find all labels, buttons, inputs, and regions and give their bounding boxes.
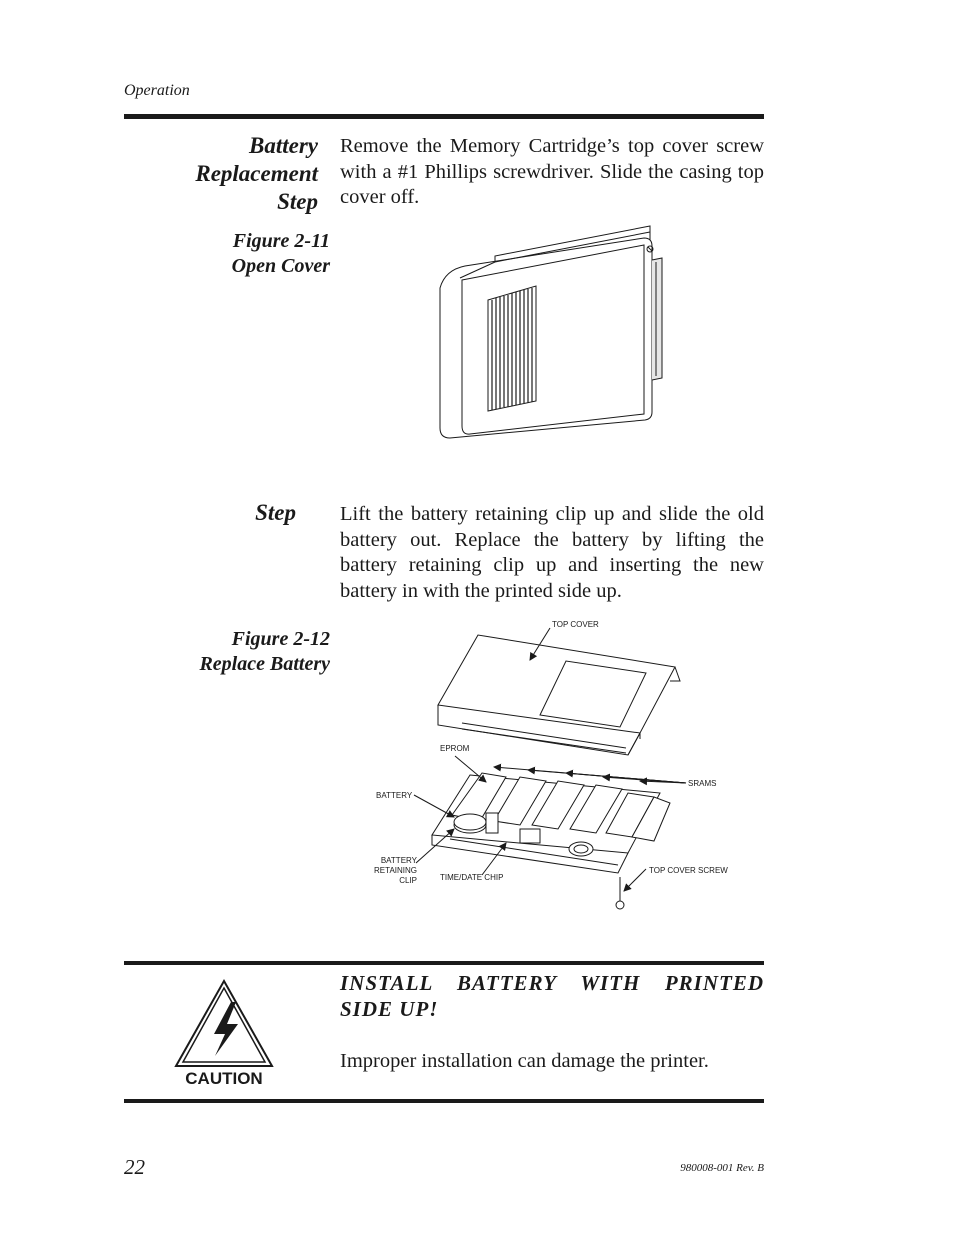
label-time-date-chip: TIME/DATE CHIP xyxy=(440,873,504,882)
caption-line: Replace Battery xyxy=(199,653,330,675)
label-clip-line: CLIP xyxy=(399,876,417,885)
page-number: 22 xyxy=(124,1155,145,1179)
section-body-remove-cover: Remove the Memory Cartridge’s top cover screw with a #1 Phillips screwdriver. Slide the casing top cover off. xyxy=(340,135,764,208)
label-eprom: EPROM xyxy=(440,744,470,753)
section-heading-step: Step xyxy=(255,500,296,525)
caption-line: Open Cover xyxy=(231,255,330,277)
label-top-cover-screw: TOP COVER SCREW xyxy=(649,866,728,875)
caution-rule-top xyxy=(124,961,764,965)
document-number: 980008-001 Rev. B xyxy=(680,1162,764,1174)
heading-line: Replacement xyxy=(195,161,318,186)
heading-line: Step xyxy=(277,189,318,214)
label-srams: SRAMS xyxy=(688,779,717,788)
caption-line: Figure 2-11 xyxy=(232,230,330,252)
label-clip-line: BATTERY xyxy=(380,856,417,865)
figure-caption-open-cover xyxy=(150,229,330,279)
label-top-cover: TOP COVER xyxy=(552,620,599,629)
header-rule xyxy=(124,114,764,119)
caution-body: Improper installation can damage the printer. xyxy=(340,1050,709,1072)
heading-line: Battery xyxy=(249,133,318,158)
label-battery: BATTERY xyxy=(376,791,413,800)
label-clip-line: RETAINING xyxy=(374,866,417,875)
caption-line: Figure 2-12 xyxy=(231,628,330,650)
caution-icon-label: CAUTION xyxy=(185,1069,263,1088)
caution-heading: INSTALL BATTERY WITH PRINTED SIDE UP! xyxy=(340,971,764,1021)
figure-replace-battery-diagram xyxy=(370,615,750,915)
figure-open-cover-illustration xyxy=(430,218,670,444)
figure-caption-replace-battery xyxy=(150,627,330,677)
caution-lightning-icon xyxy=(174,978,274,1088)
caution-rule-bottom xyxy=(124,1099,764,1103)
running-head: Operation xyxy=(124,82,190,99)
section-heading-battery-replacement xyxy=(150,132,318,216)
section-body-replace-battery: Lift the battery retaining clip up and slide the old battery out. Replace the battery by lifting the battery retaining clip up and inserting the new battery in with the printed side up. xyxy=(340,503,764,602)
